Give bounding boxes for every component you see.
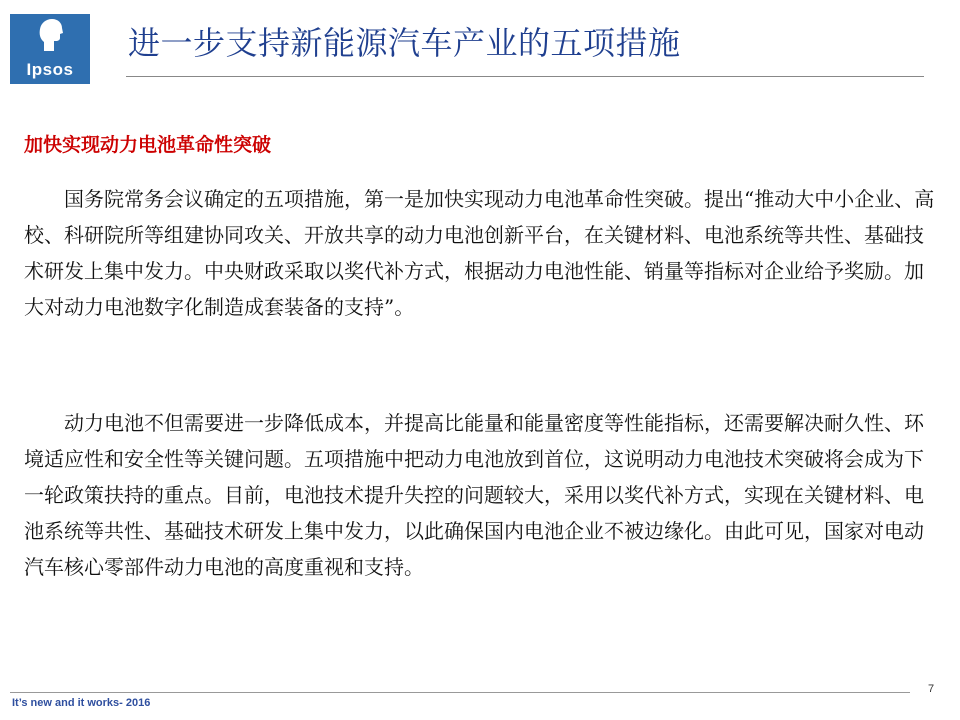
body-paragraph-1: 国务院常务会议确定的五项措施，第一是加快实现动力电池革命性突破。提出“推动大中小企业、高校、科研院所等组建协同攻关、开放共享的动力电池创新平台，在关键材料、电池系统等共性、基础技术研发上集中发力。中央财政采取以奖代补方式，根据动力电池性能、销量等指标对企业给予奖励。加大对动力电池数字化制造成套装备的支持”。 <box>24 187 935 319</box>
ipsos-logo <box>10 14 90 84</box>
section-subtitle: 加快实现动力电池革命性突破 <box>24 134 272 156</box>
footer-tagline: It’s new and it works- 2016 <box>12 697 151 709</box>
logo-wordmark: Ipsos <box>26 60 74 79</box>
title-divider <box>126 76 924 77</box>
head-silhouette-icon <box>38 18 64 52</box>
page-title: 进一步支持新能源汽车产业的五项措施 <box>128 24 681 62</box>
footer-divider <box>10 692 910 693</box>
body-paragraph-2: 动力电池不但需要进一步降低成本，并提高比能量和能量密度等性能指标，还需要解决耐久性、环境适应性和安全性等关键问题。五项措施中把动力电池放到首位，这说明动力电池技术突破将会成为下一轮政策扶持的重点。目前，电池技术提升失控的问题较大，采用以奖代补方式，实现在关键材料、电池系统等共性、基础技术研发上集中发力，以此确保国内电池企业不被边缘化。由此可见，国家对电动汽车核心零部件动力电池的高度重视和支持。 <box>24 411 924 579</box>
page-number: 7 <box>928 683 935 695</box>
